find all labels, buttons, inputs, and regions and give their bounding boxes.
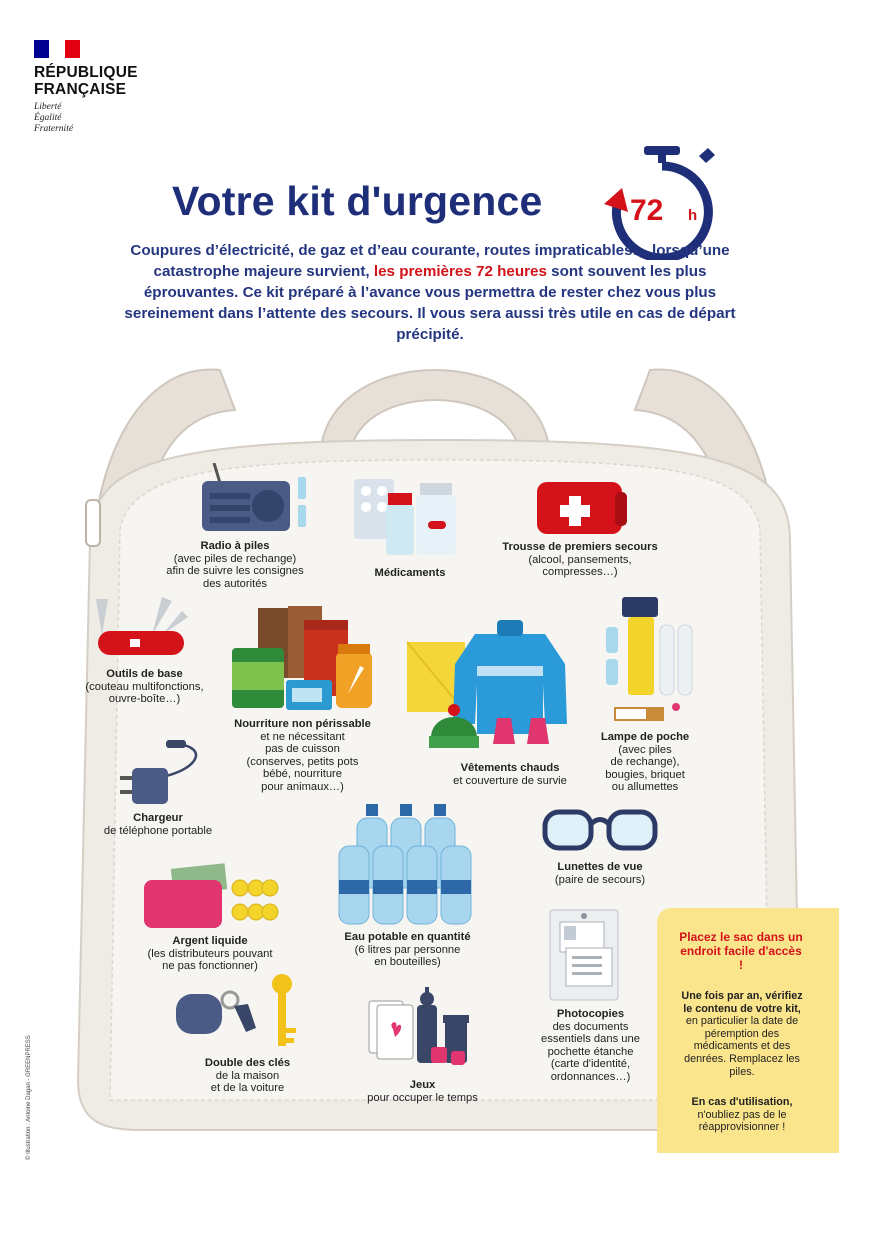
glasses-label: [530, 861, 670, 886]
firstaid-title: Trousse de premiers secours: [502, 541, 658, 553]
motto-fraternite: Fraternité: [34, 124, 74, 134]
note-yearly-check: [677, 990, 807, 1078]
games-title: Jeux: [409, 1079, 436, 1091]
canned-food-icon: [230, 604, 378, 714]
radio-title: Radio à piles: [200, 540, 270, 552]
intro-part1: Coupures d’électricité, de gaz et d’eau courante, routes impraticables… lorsqu’une catastrophe majeure survient,: [130, 242, 730, 280]
glasses-desc-1: (paire de secours): [554, 873, 646, 886]
flashlight-icon: [602, 595, 697, 725]
illustration-credit: © Illustration : Antoine Dagan - GREENPRESS: [26, 1035, 32, 1160]
charger-label: [88, 812, 228, 837]
copies-desc-4: (carte d'identité,: [550, 1058, 631, 1070]
radio-label: [160, 540, 310, 590]
copies-desc-1: des documents: [552, 1020, 629, 1033]
water-desc-2: en bouteilles): [374, 956, 441, 968]
intro-highlight: les premières 72 heures: [373, 263, 547, 280]
radio-desc-2: afin de suivre les consignes: [166, 565, 304, 577]
food-title: Nourriture non périssable: [234, 718, 371, 730]
lamp-desc-4: ou allumettes: [611, 781, 679, 793]
note-yearly-bold: Une fois par an, vérifiez le contenu de votre kit,: [681, 990, 803, 1015]
medicine-icon: [352, 475, 462, 560]
copies-desc-5: ordonnances…): [550, 1070, 631, 1083]
republic-name: [34, 64, 174, 98]
radio-icon: [200, 463, 312, 535]
food-desc-3: (conserves, petits pots: [246, 755, 359, 768]
meds-title: Médicaments: [374, 567, 446, 579]
glasses-title: Lunettes de vue: [557, 861, 643, 873]
keys-desc-2: et de la voiture: [210, 1082, 285, 1094]
food-label: [220, 718, 385, 793]
note-yearly-text: en particulier la date de péremption des médicaments et des denrées. Remplacez les piles.: [684, 1015, 800, 1078]
motto: [34, 102, 174, 135]
republique-francaise-logo: [34, 40, 174, 135]
tools-label: [72, 668, 217, 706]
cash-desc-1: (les distributeurs pouvant: [147, 947, 273, 960]
games-desc-1: pour occuper le temps: [367, 1091, 478, 1104]
lamp-title: Lampe de poche: [600, 731, 690, 743]
note-after-use-bold: En cas d'utilisation,: [691, 1096, 793, 1108]
food-desc-4: bébé, nourriture: [263, 768, 342, 780]
food-desc-1: et ne nécessitant: [260, 730, 345, 743]
keys-desc-1: de la maison: [215, 1069, 280, 1082]
firstaid-label: [500, 541, 660, 579]
cash-title: Argent liquide: [172, 935, 248, 947]
radio-desc-1: (avec piles de rechange): [173, 552, 297, 565]
note-after-use-text: n'oubliez pas de le réapprovisionner !: [697, 1108, 787, 1134]
multitool-knife-icon: [92, 595, 192, 663]
firstaid-desc-1: (alcool, pansements,: [528, 553, 632, 566]
clothes-label: [430, 762, 590, 787]
timer-number: 72: [630, 194, 664, 227]
advice-note: [657, 908, 839, 1153]
water-label: [320, 931, 495, 969]
water-bottles-icon: [335, 802, 477, 926]
games-cards-chess-icon: [365, 985, 480, 1073]
phone-charger-icon: [118, 738, 208, 808]
note-heading: Placez le sac dans un endroit facile d'accès !: [679, 930, 803, 972]
tools-desc-1: (couteau multifonctions,: [85, 680, 204, 693]
republic-line-2: FRANÇAISE: [34, 81, 127, 98]
meds-label: [355, 567, 465, 580]
republic-line-1: RÉPUBLIQUE: [34, 64, 138, 81]
lamp-desc-3: bougies, briquet: [605, 768, 685, 781]
timer-unit: h: [688, 207, 698, 224]
tools-desc-2: ouvre-boîte…): [108, 693, 181, 705]
document-pouch-icon: [548, 908, 620, 1003]
copies-label: [528, 1008, 653, 1083]
copies-title: Photocopies: [556, 1008, 625, 1020]
lamp-label: [590, 731, 700, 794]
motto-liberte: Liberté: [34, 102, 62, 112]
glasses-icon: [541, 806, 659, 854]
page-title: Votre kit d'urgence: [172, 178, 543, 224]
lamp-desc-2: de rechange),: [610, 756, 680, 768]
warm-clothes-icon: [405, 614, 575, 754]
note-after-use: [677, 1096, 807, 1134]
lamp-desc-1: (avec piles: [618, 743, 672, 756]
firstaid-desc-2: compresses…): [542, 566, 618, 578]
water-desc-1: (6 litres par personne: [354, 943, 461, 956]
motto-egalite: Égalité: [34, 113, 62, 123]
cash-wallet-icon: [142, 862, 282, 932]
charger-desc-1: de téléphone portable: [103, 824, 213, 837]
copies-desc-2: essentiels dans une: [541, 1033, 640, 1045]
clothes-title: Vêtements chauds: [460, 762, 560, 774]
keys-title: Double des clés: [204, 1057, 291, 1069]
french-flag-icon: [34, 40, 80, 58]
food-desc-2: pas de cuisson: [265, 743, 340, 755]
food-desc-5: pour animaux…): [261, 780, 344, 793]
keys-icon: [172, 972, 307, 1052]
cash-label: [130, 935, 290, 973]
cash-desc-2: ne pas fonctionner): [162, 960, 258, 972]
water-title: Eau potable en quantité: [344, 931, 471, 943]
clothes-desc-1: et couverture de survie: [453, 774, 567, 787]
games-label: [350, 1079, 495, 1104]
charger-title: Chargeur: [133, 812, 183, 824]
first-aid-kit-icon: [535, 478, 630, 538]
tools-title: Outils de base: [106, 668, 183, 680]
intro-part2: sont souvent les plus éprouvantes. Ce kit préparé à l’avance vous permettra de rester chez vous plus sereinement dans l’attente des secours. Il vous sera aussi très utile en cas de départ précipité.: [124, 263, 736, 343]
keys-label: [185, 1057, 310, 1095]
radio-desc-3: des autorités: [202, 577, 268, 590]
copies-desc-3: pochette étanche: [547, 1045, 634, 1058]
